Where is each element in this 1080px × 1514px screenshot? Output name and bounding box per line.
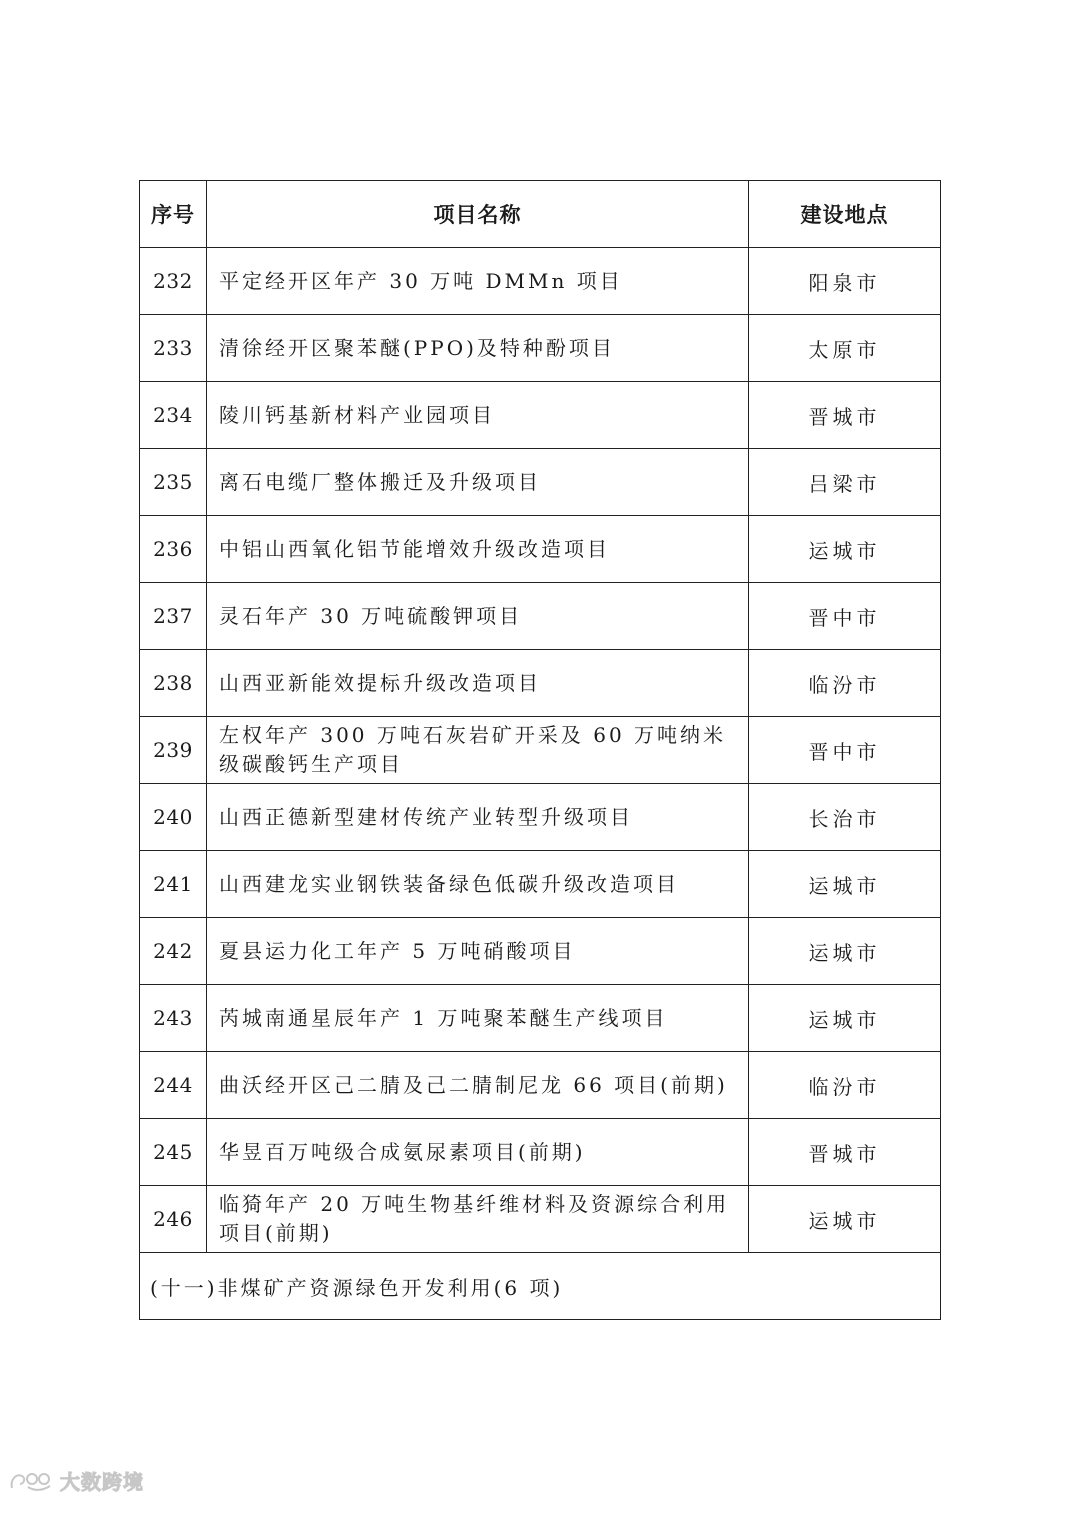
table-row	[140, 1186, 941, 1253]
row-project-name: 左权年产 300 万吨石灰岩矿开采及 60 万吨纳米级碳酸钙生产项目	[207, 717, 749, 784]
row-no: 242	[140, 918, 207, 985]
row-project-name: 灵石年产 30 万吨硫酸钾项目	[207, 583, 749, 650]
row-project-name: 离石电缆厂整体搬迁及升级项目	[207, 449, 749, 516]
row-location: 吕梁市	[749, 449, 941, 516]
section-heading: (十一)非煤矿产资源绿色开发利用(6 项)	[140, 1253, 941, 1320]
row-location: 长治市	[749, 784, 941, 851]
row-no: 238	[140, 650, 207, 717]
row-no: 244	[140, 1052, 207, 1119]
table-row	[140, 583, 941, 650]
row-no: 243	[140, 985, 207, 1052]
watermark	[8, 1466, 144, 1495]
row-project-name: 平定经开区年产 30 万吨 DMMn 项目	[207, 248, 749, 315]
row-no: 239	[140, 717, 207, 784]
table-row	[140, 717, 941, 784]
table-header-row	[140, 181, 941, 248]
watermark-text: 大数跨境	[60, 1470, 144, 1494]
row-location: 运城市	[749, 516, 941, 583]
row-location: 运城市	[749, 985, 941, 1052]
table-row	[140, 449, 941, 516]
row-project-name: 中铝山西氧化铝节能增效升级改造项目	[207, 516, 749, 583]
row-no: 235	[140, 449, 207, 516]
row-project-name: 芮城南通星辰年产 1 万吨聚苯醚生产线项目	[207, 985, 749, 1052]
table-row	[140, 851, 941, 918]
row-no: 240	[140, 784, 207, 851]
row-no: 241	[140, 851, 207, 918]
row-no: 232	[140, 248, 207, 315]
row-location: 临汾市	[749, 1052, 941, 1119]
row-location: 晋中市	[749, 583, 941, 650]
row-project-name: 华昱百万吨级合成氨尿素项目(前期)	[207, 1119, 749, 1186]
table-row	[140, 918, 941, 985]
row-location: 太原市	[749, 315, 941, 382]
row-location: 运城市	[749, 918, 941, 985]
row-no: 234	[140, 382, 207, 449]
row-project-name: 陵川钙基新材料产业园项目	[207, 382, 749, 449]
table-row	[140, 382, 941, 449]
row-project-name: 山西亚新能效提标升级改造项目	[207, 650, 749, 717]
row-location: 临汾市	[749, 650, 941, 717]
header-name: 项目名称	[207, 181, 749, 248]
table-row	[140, 248, 941, 315]
row-location: 晋城市	[749, 382, 941, 449]
table-row	[140, 315, 941, 382]
watermark-logo-icon	[8, 1470, 54, 1492]
header-location: 建设地点	[749, 181, 941, 248]
row-no: 246	[140, 1186, 207, 1253]
row-project-name: 山西正德新型建材传统产业转型升级项目	[207, 784, 749, 851]
row-no: 233	[140, 315, 207, 382]
table-row	[140, 516, 941, 583]
row-project-name: 夏县运力化工年产 5 万吨硝酸项目	[207, 918, 749, 985]
project-table-container	[139, 180, 940, 1320]
row-location: 运城市	[749, 851, 941, 918]
table-row	[140, 985, 941, 1052]
row-project-name: 临猗年产 20 万吨生物基纤维材料及资源综合利用项目(前期)	[207, 1186, 749, 1253]
row-location: 运城市	[749, 1186, 941, 1253]
project-table	[139, 180, 941, 1320]
table-row	[140, 784, 941, 851]
row-no: 237	[140, 583, 207, 650]
row-project-name: 清徐经开区聚苯醚(PPO)及特种酚项目	[207, 315, 749, 382]
table-row	[140, 650, 941, 717]
table-row	[140, 1119, 941, 1186]
row-project-name: 曲沃经开区己二腈及己二腈制尼龙 66 项目(前期)	[207, 1052, 749, 1119]
row-location: 晋中市	[749, 717, 941, 784]
header-no: 序号	[140, 181, 207, 248]
row-project-name: 山西建龙实业钢铁装备绿色低碳升级改造项目	[207, 851, 749, 918]
section-row	[140, 1253, 941, 1320]
row-no: 236	[140, 516, 207, 583]
row-location: 晋城市	[749, 1119, 941, 1186]
row-no: 245	[140, 1119, 207, 1186]
row-location: 阳泉市	[749, 248, 941, 315]
table-row	[140, 1052, 941, 1119]
